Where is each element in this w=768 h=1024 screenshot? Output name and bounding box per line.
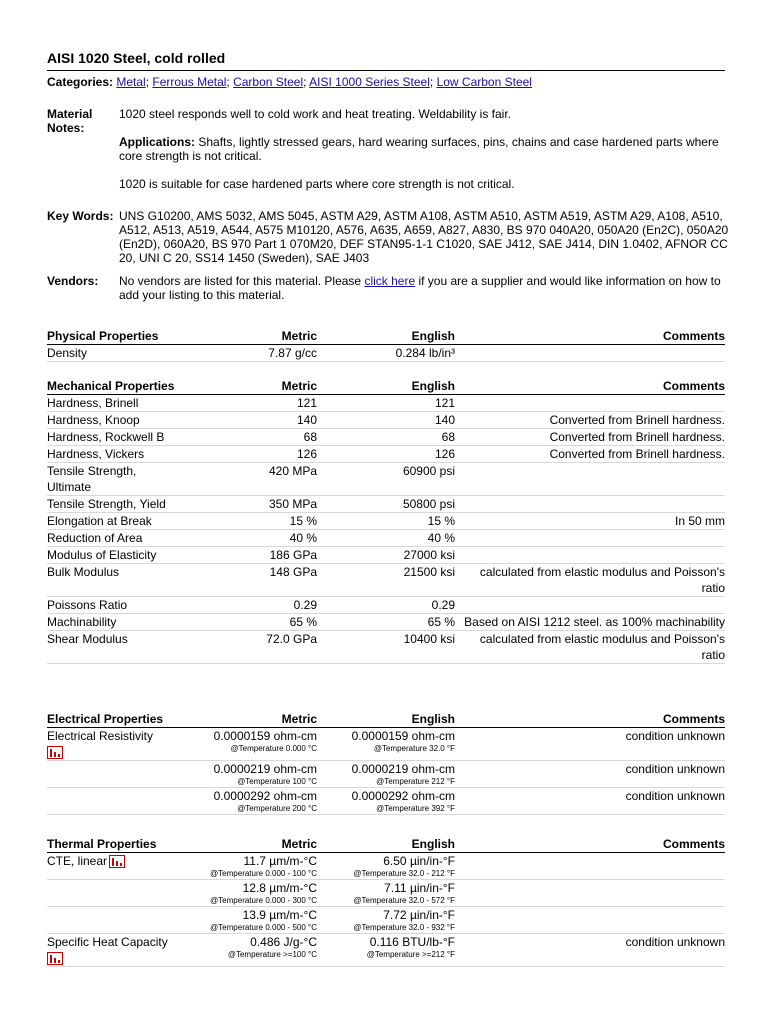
- metric-value: 11.7 µm/m-°C: [243, 854, 317, 868]
- metric-value: 126: [177, 446, 319, 463]
- english-value: 60900 psi: [319, 463, 455, 496]
- table-header-row: [47, 378, 725, 395]
- metric-value: 350 MPa: [177, 496, 319, 513]
- table-row: [47, 631, 725, 664]
- english-value: 6.50 µin/in-°F: [383, 854, 455, 868]
- bar-chart-icon[interactable]: [47, 746, 63, 759]
- metric-cell: [177, 934, 319, 967]
- table-row: [47, 547, 725, 564]
- table-row: [47, 614, 725, 631]
- comment: [455, 345, 725, 362]
- thermal-properties-table: [47, 836, 725, 967]
- electrical-properties-table: [47, 711, 725, 815]
- comment: [455, 395, 725, 412]
- key-words-text: UNS G10200, AMS 5032, AMS 5045, ASTM A29, ASTM A108, ASTM A510, ASTM A519, ASTM A29, A108, A510, A512, A513, A519, A544, A575 M10120, A576, A635, A659, A827, A830, BS 970 040A20, 050A20 (En2C), 050A20 (En2D), 060A20, BS 970 Part 1 070M20, DEF STAN95-1-1 C1020, SAE J412, SAE J414, DIN 1.0402, AFNOR CC 20, UNI C 20, SS14 1450 (Sweden), SAE J403: [119, 209, 729, 265]
- english-value: 0.0000292 ohm-cm: [351, 789, 455, 803]
- vendors-text: [119, 274, 729, 302]
- table-row: [47, 907, 725, 934]
- property-name: Modulus of Elasticity: [47, 547, 177, 564]
- metric-value: 0.0000219 ohm-cm: [213, 762, 317, 776]
- metric-value: 40 %: [177, 530, 319, 547]
- metric-value: 0.486 J/g-°C: [250, 935, 317, 949]
- comment: [455, 907, 725, 934]
- property-name: Hardness, Vickers: [47, 446, 177, 463]
- property-name: Density: [47, 345, 177, 362]
- table-row: [47, 564, 725, 597]
- comment: condition unknown: [455, 788, 725, 815]
- english-cell: [319, 728, 455, 761]
- english-value: 27000 ksi: [319, 547, 455, 564]
- comment: [455, 463, 725, 496]
- english-header: English: [319, 711, 455, 728]
- english-cell: [319, 788, 455, 815]
- property-name-cell: [47, 728, 177, 761]
- table-row: [47, 530, 725, 547]
- table-row: [47, 513, 725, 530]
- category-link-aisi-1000[interactable]: AISI 1000 Series Steel: [309, 75, 430, 89]
- metric-condition: @Temperature 0.000 - 300 °C: [210, 896, 317, 905]
- metric-header: Metric: [177, 836, 319, 853]
- property-name: Shear Modulus: [47, 631, 177, 664]
- english-cell: [319, 934, 455, 967]
- english-value: 40 %: [319, 530, 455, 547]
- table-row: [47, 446, 725, 463]
- english-header: English: [319, 836, 455, 853]
- english-value: 7.11 µin/in-°F: [384, 881, 455, 895]
- english-value: 10400 ksi: [319, 631, 455, 664]
- metric-value: 420 MPa: [177, 463, 319, 496]
- category-link-low-carbon-steel[interactable]: Low Carbon Steel: [436, 75, 532, 89]
- english-value: 68: [319, 429, 455, 446]
- section-header: Mechanical Properties: [47, 378, 177, 395]
- english-condition: @Temperature 212 °F: [376, 777, 455, 786]
- property-name: [47, 880, 177, 907]
- english-value: 15 %: [319, 513, 455, 530]
- click-here-link[interactable]: click here: [364, 274, 416, 288]
- comment: [455, 530, 725, 547]
- vendors-text-after: if you are a supplier and would like information on how to add your listing to this material.: [119, 274, 721, 302]
- metric-condition: @Temperature >=100 °C: [227, 950, 317, 959]
- property-name: Hardness, Brinell: [47, 395, 177, 412]
- metric-cell: [177, 788, 319, 815]
- category-link-metal[interactable]: Metal: [116, 75, 146, 89]
- metric-value: 12.8 µm/m-°C: [242, 881, 317, 895]
- table-header-row: [47, 328, 725, 345]
- english-condition: @Temperature 32.0 - 572 °F: [353, 896, 455, 905]
- material-notes-text: [119, 107, 729, 191]
- comment: [455, 880, 725, 907]
- metric-condition: @Temperature 100 °C: [237, 777, 317, 786]
- material-notes-label: Material Notes:: [47, 107, 93, 135]
- metric-cell: [177, 728, 319, 761]
- metric-value: 186 GPa: [177, 547, 319, 564]
- english-cell: [319, 907, 455, 934]
- english-value: 121: [319, 395, 455, 412]
- metric-value: 0.0000159 ohm-cm: [213, 729, 317, 743]
- metric-cell: [177, 853, 319, 880]
- property-name: [47, 788, 177, 815]
- english-value: 0.284 lb/in³: [319, 345, 455, 362]
- property-name: Bulk Modulus: [47, 564, 177, 597]
- metric-value: 148 GPa: [177, 564, 319, 597]
- property-name: Reduction of Area: [47, 530, 177, 547]
- table-header-row: [47, 836, 725, 853]
- table-row: [47, 395, 725, 412]
- table-row: [47, 463, 725, 496]
- bar-chart-icon[interactable]: [47, 952, 63, 965]
- metric-value: 0.0000292 ohm-cm: [213, 789, 317, 803]
- property-name: Hardness, Knoop: [47, 412, 177, 429]
- comment: [455, 853, 725, 880]
- english-condition: @Temperature 32.0 - 932 °F: [353, 923, 455, 932]
- page-title: AISI 1020 Steel, cold rolled: [47, 50, 226, 66]
- notes-paragraph-2: 1020 is suitable for case hardened parts where core strength is not critical.: [119, 177, 515, 191]
- metric-value: 121: [177, 395, 319, 412]
- property-name: [47, 761, 177, 788]
- comment: condition unknown: [455, 728, 725, 761]
- table-row: [47, 412, 725, 429]
- category-link-carbon-steel[interactable]: Carbon Steel: [233, 75, 304, 89]
- comment: Converted from Brinell hardness.: [455, 412, 725, 429]
- table-row: [47, 345, 725, 362]
- metric-header: Metric: [177, 328, 319, 345]
- comment: Based on AISI 1212 steel. as 100% machinability: [455, 614, 725, 631]
- property-name: Tensile Strength, Yield: [47, 496, 177, 513]
- comment: [455, 547, 725, 564]
- comments-header: Comments: [455, 378, 725, 395]
- english-condition: @Temperature 32.0 - 212 °F: [353, 869, 455, 878]
- english-value: 21500 ksi: [319, 564, 455, 597]
- metric-value: 140: [177, 412, 319, 429]
- section-header: Thermal Properties: [47, 836, 177, 853]
- table-row: [47, 788, 725, 815]
- english-value: 7.72 µin/in-°F: [383, 908, 455, 922]
- applications-paragraph: [119, 135, 729, 163]
- metric-value: 72.0 GPa: [177, 631, 319, 664]
- mechanical-properties-table: [47, 378, 725, 664]
- metric-cell: [177, 907, 319, 934]
- english-condition: @Temperature >=212 °F: [366, 950, 455, 959]
- comment: Converted from Brinell hardness.: [455, 446, 725, 463]
- metric-value: 15 %: [177, 513, 319, 530]
- property-name: Elongation at Break: [47, 513, 177, 530]
- metric-condition: @Temperature 0.000 - 500 °C: [210, 923, 317, 932]
- material-datasheet: [47, 50, 729, 959]
- comment: calculated from elastic modulus and Poisson's ratio: [455, 564, 725, 597]
- english-value: 0.116 BTU/lb-°F: [369, 935, 455, 949]
- table-row: [47, 880, 725, 907]
- metric-value: 65 %: [177, 614, 319, 631]
- title-divider: [47, 70, 725, 71]
- comment: In 50 mm: [455, 513, 725, 530]
- english-condition: @Temperature 392 °F: [376, 804, 455, 813]
- vendors-text-before: No vendors are listed for this material. Please: [119, 274, 365, 288]
- property-name: CTE, linear: [47, 854, 108, 868]
- notes-paragraph: 1020 steel responds well to cold work and heat treating. Weldability is fair.: [119, 107, 511, 121]
- comment: [455, 597, 725, 614]
- bar-chart-icon[interactable]: [109, 855, 125, 868]
- comment: condition unknown: [455, 934, 725, 967]
- property-name: Poissons Ratio: [47, 597, 177, 614]
- vendors-label: Vendors:: [47, 274, 99, 288]
- metric-cell: [177, 761, 319, 788]
- metric-value: 13.9 µm/m-°C: [242, 908, 317, 922]
- property-name: Electrical Resistivity: [47, 729, 154, 743]
- table-header-row: [47, 711, 725, 728]
- property-name: Specific Heat Capacity: [47, 935, 168, 949]
- english-value: 140: [319, 412, 455, 429]
- table-row: [47, 934, 725, 967]
- physical-properties-table: [47, 328, 725, 362]
- english-condition: @Temperature 32.0 °F: [373, 744, 455, 753]
- property-name: [47, 907, 177, 934]
- english-value: 0.0000219 ohm-cm: [351, 762, 455, 776]
- comment: [455, 496, 725, 513]
- english-value: 50800 psi: [319, 496, 455, 513]
- table-row: [47, 496, 725, 513]
- table-row: [47, 597, 725, 614]
- applications-label: Applications:: [119, 135, 196, 149]
- english-cell: [319, 880, 455, 907]
- property-name: Hardness, Rockwell B: [47, 429, 177, 446]
- metric-value: 68: [177, 429, 319, 446]
- english-value: 0.29: [319, 597, 455, 614]
- metric-condition: @Temperature 0.000 °C: [230, 744, 317, 753]
- english-cell: [319, 761, 455, 788]
- metric-header: Metric: [177, 378, 319, 395]
- english-header: English: [319, 378, 455, 395]
- categories-row: Categories: Metal; Ferrous Metal; Carbon Steel; AISI 1000 Series Steel; Low Carbon Steel: [47, 75, 532, 89]
- metric-cell: [177, 880, 319, 907]
- english-value: 126: [319, 446, 455, 463]
- section-header: Physical Properties: [47, 328, 177, 345]
- english-value: 65 %: [319, 614, 455, 631]
- metric-condition: @Temperature 0.000 - 100 °C: [210, 869, 317, 878]
- property-name: Tensile Strength, Ultimate: [47, 463, 177, 496]
- english-cell: [319, 853, 455, 880]
- applications-text: Shafts, lightly stressed gears, hard wearing surfaces, pins, chains and case hardened parts where core strength is not critical.: [119, 135, 719, 163]
- property-name: Machinability: [47, 614, 177, 631]
- property-name-cell: [47, 853, 177, 880]
- comment: Converted from Brinell hardness.: [455, 429, 725, 446]
- section-header: Electrical Properties: [47, 711, 177, 728]
- comments-header: Comments: [455, 328, 725, 345]
- category-link-ferrous-metal[interactable]: Ferrous Metal: [152, 75, 227, 89]
- comments-header: Comments: [455, 711, 725, 728]
- table-row: [47, 761, 725, 788]
- metric-header: Metric: [177, 711, 319, 728]
- comments-header: Comments: [455, 836, 725, 853]
- table-row: [47, 853, 725, 880]
- metric-condition: @Temperature 200 °C: [237, 804, 317, 813]
- comment: calculated from elastic modulus and Poisson's ratio: [455, 631, 725, 664]
- table-row: [47, 429, 725, 446]
- metric-value: 7.87 g/cc: [177, 345, 319, 362]
- english-value: 0.0000159 ohm-cm: [351, 729, 455, 743]
- metric-value: 0.29: [177, 597, 319, 614]
- key-words-label: Key Words:: [47, 209, 114, 223]
- categories-label: Categories:: [47, 75, 114, 89]
- table-row: [47, 728, 725, 761]
- comment: condition unknown: [455, 761, 725, 788]
- english-header: English: [319, 328, 455, 345]
- property-name-cell: [47, 934, 177, 967]
